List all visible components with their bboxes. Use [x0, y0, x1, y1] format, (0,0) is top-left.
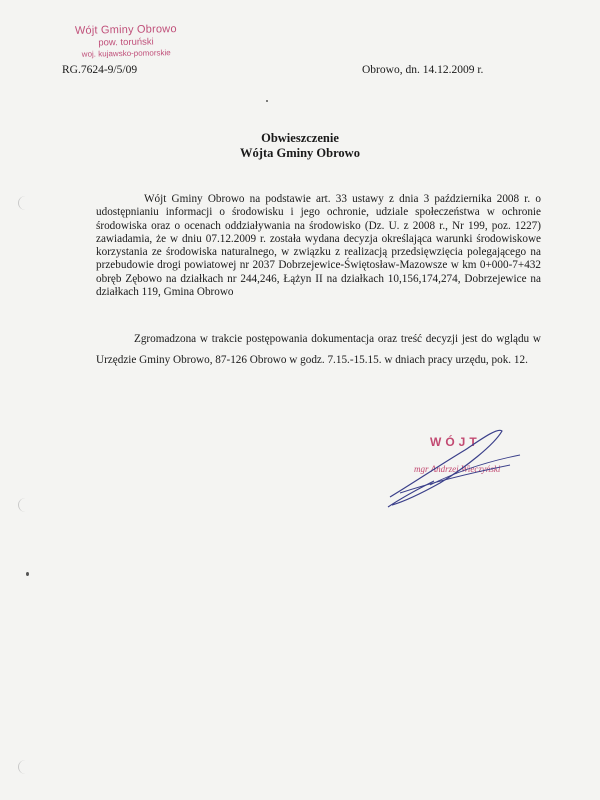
document-title: Obwieszczenie	[261, 131, 339, 145]
stamp-line-1: Wójt Gminy Obrowo	[74, 23, 177, 37]
document-subtitle: Wójta Gminy Obrowo	[240, 146, 360, 160]
ink-speck	[26, 572, 29, 576]
punch-hole-mark	[18, 760, 33, 774]
stamp-line-3: woj. kujawsko-pomorskie	[81, 48, 171, 59]
office-stamp	[62, 23, 191, 59]
body-paragraph-1: Wójt Gminy Obrowo na podstawie art. 33 ustawy z dnia 3 października 2008 r. o udostępnianiu informacji o środowisku i jego ochronie, udziale społeczeństwa w ochronie środowiska oraz o ocenach oddziaływania na środowisko (Dz. U. z 2008 r., Nr 199, poz. 1227) zawiadamia, że w dniu 07.12.2009 r. została wydana decyzja określająca warunki środowiskowe korzystania ze środowiska naturalnego, w związku z realizacją przedsięwzięcia polegającego na przebudowie drogi powiatowej nr 2037 Dobrzejewice-Świętosław-Mazowsze w km 0+000-7+432 obręb Zębowo na działkach nr 244,246, Łążyn II na działkach 10,156,174,274, Dobrzejewice na działkach 119, Gmina Obrowo	[96, 193, 541, 299]
punch-hole-mark	[18, 498, 33, 512]
punch-hole-mark	[18, 196, 33, 210]
stamp-line-2: pow. toruński	[98, 36, 154, 49]
body-paragraph-2: Zgromadzona w trakcie postępowania dokumentacja oraz treść decyzji jest do wglądu w Urzędzie Gminy Obrowo, 87-126 Obrowo w godz. 7.15.-15.15. w dniach pracy urzędu, pok. 12.	[96, 333, 541, 366]
reference-number: RG.7624-9/5/09	[62, 64, 138, 76]
signature-title: WÓJT	[430, 435, 481, 449]
place-and-date: Obrowo, dn. 14.12.2009 r.	[362, 64, 484, 76]
handwritten-signature	[370, 425, 550, 515]
signature-name: mgr Andrzej Wieczyński	[414, 464, 501, 474]
signature-block	[370, 425, 550, 515]
ink-speck	[266, 100, 268, 102]
